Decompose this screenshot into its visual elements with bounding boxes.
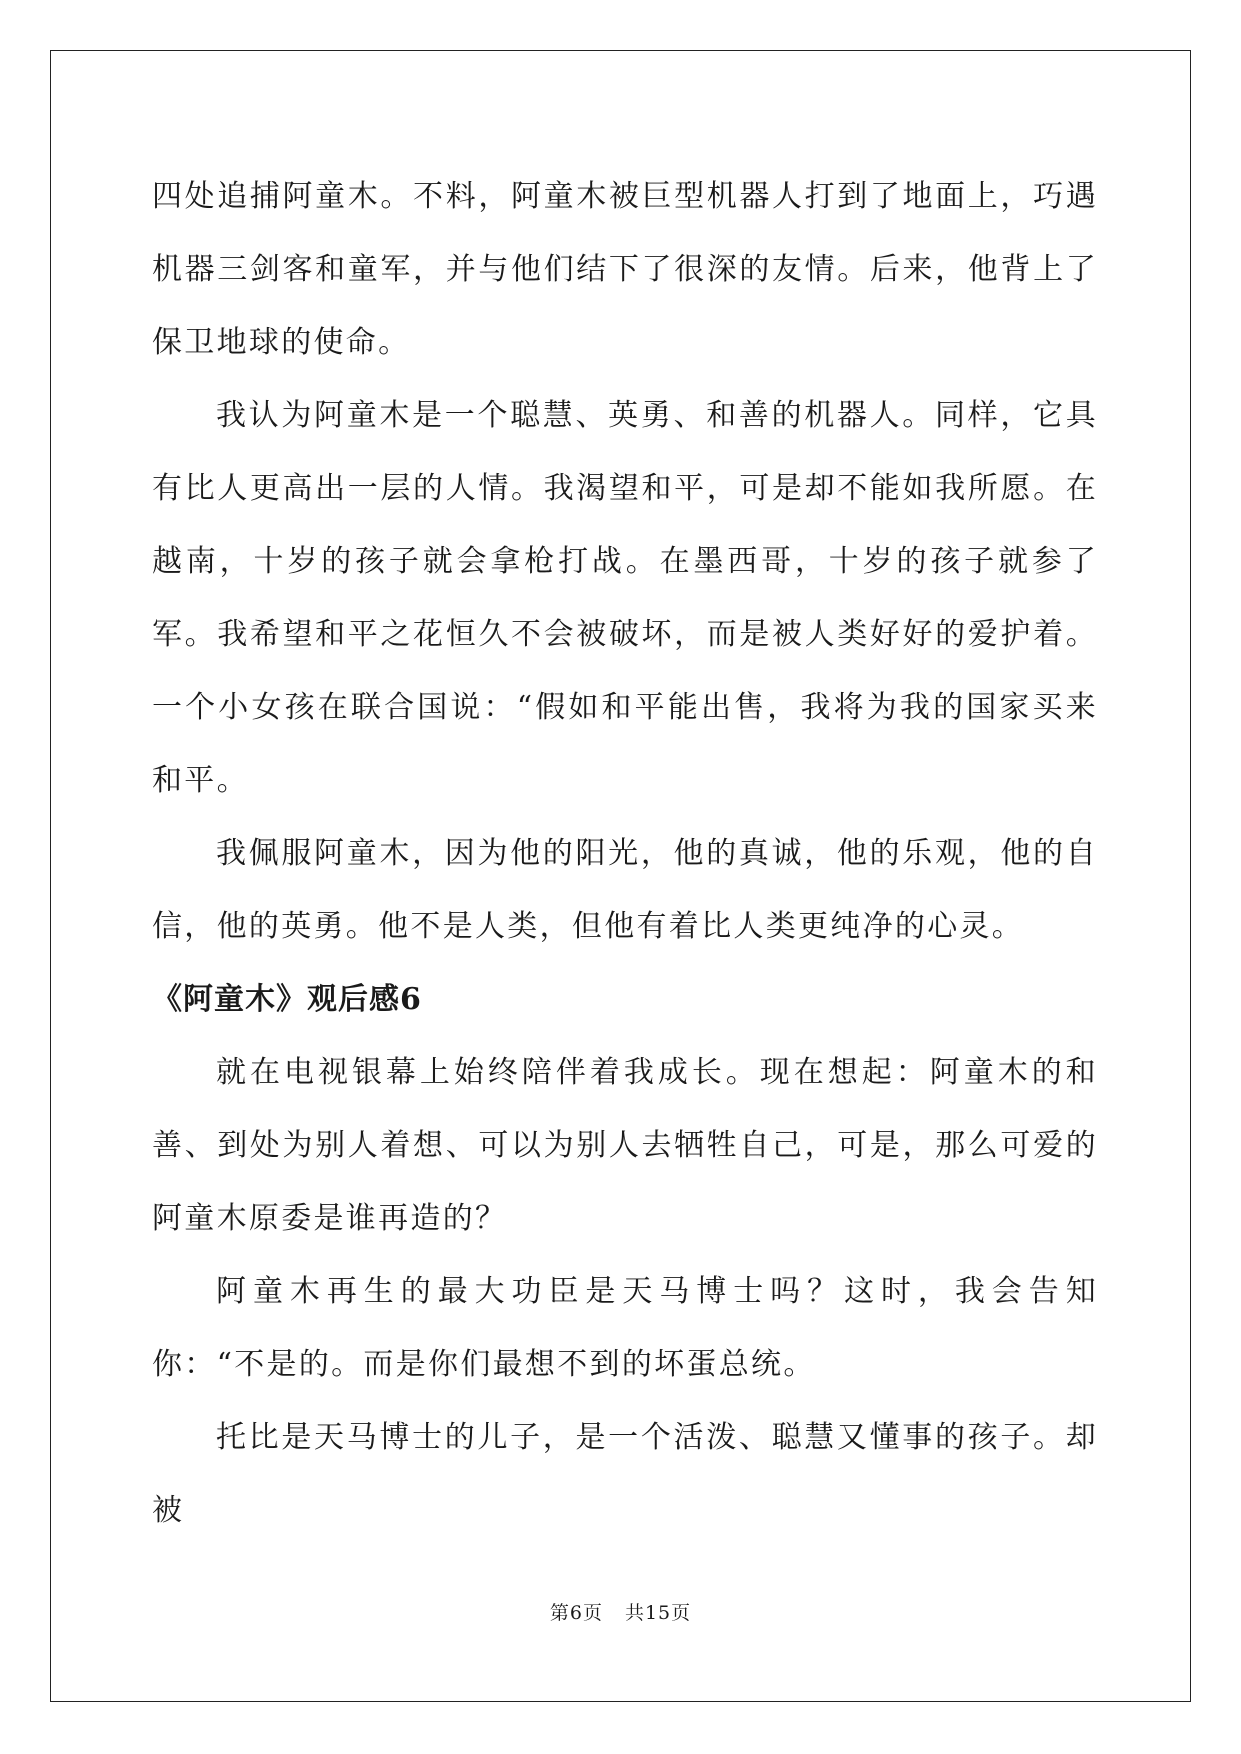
paragraph: 我认为阿童木是一个聪慧、英勇、和善的机器人。同样，它具有比人更高出一层的人情。我渴望和平，可是却不能如我所愿。在越南，十岁的孩子就会拿枪打战。在墨西哥，十岁的孩子就参了军。我希望和平之花恒久不会被破坏，而是被人类好好的爱护着。一个小女孩在联合国说：“假如和平能出售，我将为我的国家买来和平。 [152,398,1098,798]
paragraph: 四处追捕阿童木。不料，阿童木被巨型机器人打到了地面上，巧遇机器三剑客和童军，并与他们结下了很深的友情。后来，他背上了保卫地球的使命。 [152,179,1098,360]
paragraph: 托比是天马博士的儿子，是一个活泼、聪慧又懂事的孩子。却被 [152,1420,1098,1528]
section-heading: 《阿童木》观后感6 [152,982,422,1017]
page-footer [0,1598,1241,1625]
current-page-label: 第6页 [549,1602,603,1624]
paragraph: 就在电视银幕上始终陪伴着我成长。现在想起：阿童木的和善、到处为别人着想、可以为别人去牺牲自己，可是，那么可爱的阿童木原委是谁再造的？ [152,1055,1098,1236]
paragraph: 阿童木再生的最大功臣是天马博士吗？这时，我会告知你：“不是的。而是你们最想不到的坏蛋总统。 [152,1274,1098,1382]
document-body [152,160,1098,1547]
paragraph: 我佩服阿童木，因为他的阳光，他的真诚，他的乐观，他的自信，他的英勇。他不是人类，但他有着比人类更纯净的心灵。 [152,836,1098,944]
total-pages-label: 共15页 [624,1602,692,1624]
